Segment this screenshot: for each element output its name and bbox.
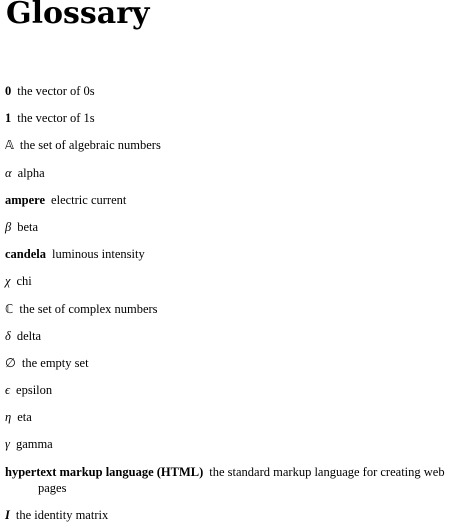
- glossary-description: the vector of 1s: [17, 111, 95, 126]
- glossary-entry: [5, 353, 471, 380]
- glossary-description: gamma: [15, 437, 53, 452]
- glossary-entry: [5, 271, 471, 298]
- glossary-description: the set of complex numbers: [19, 301, 158, 316]
- glossary-entry: [5, 81, 471, 108]
- glossary-entry: [5, 163, 471, 190]
- glossary-term: 0: [5, 84, 12, 98]
- glossary-description: the empty set: [21, 355, 89, 370]
- glossary-entry: [5, 380, 471, 407]
- glossary-description: eta: [17, 410, 32, 425]
- glossary-entry: [5, 190, 471, 217]
- glossary-description: alpha: [17, 165, 45, 180]
- glossary-term: ℂ: [5, 301, 14, 316]
- glossary-description: delta: [16, 328, 42, 343]
- glossary-description: beta: [17, 219, 39, 234]
- glossary-term: β: [5, 219, 12, 234]
- glossary-entry: [5, 434, 471, 461]
- glossary-term: 𝔸: [5, 138, 14, 153]
- glossary-entry: [5, 108, 471, 135]
- glossary-entry-text: [5, 464, 471, 496]
- glossary-term: ∅: [5, 355, 16, 370]
- glossary-entry: [5, 244, 471, 271]
- glossary-term: hypertext markup language (HTML): [5, 464, 204, 479]
- glossary-term: candela: [5, 247, 46, 262]
- glossary-entry: [5, 299, 471, 326]
- glossary-term: γ: [5, 437, 10, 452]
- glossary-list: [5, 81, 471, 532]
- glossary-entry: [5, 462, 471, 496]
- glossary-description: the set of algebraic numbers: [19, 138, 161, 153]
- glossary-entry: [5, 135, 471, 162]
- glossary-term: δ: [5, 328, 11, 343]
- glossary-term: ϵ: [5, 383, 11, 398]
- glossary-term: η: [5, 410, 12, 425]
- glossary-entry: [5, 407, 471, 434]
- glossary-term: ampere: [5, 192, 46, 207]
- glossary-description: the vector of 0s: [17, 84, 95, 98]
- glossary-entry: [5, 217, 471, 244]
- glossary-description: the standard markup language for creating web pages: [38, 464, 445, 495]
- glossary-term: α: [5, 165, 12, 180]
- glossary-description: chi: [16, 274, 32, 289]
- glossary-description: luminous intensity: [51, 247, 145, 262]
- glossary-entry: [5, 505, 471, 532]
- glossary-description: the identity matrix: [15, 507, 109, 522]
- glossary-description: epsilon: [16, 383, 53, 398]
- glossary-term: χ: [5, 274, 11, 289]
- glossary-term: 1: [5, 111, 12, 126]
- glossary-entry: [5, 326, 471, 353]
- glossary-description: electric current: [51, 192, 127, 207]
- glossary-term: I: [5, 507, 10, 522]
- page-title: Glossary: [6, 0, 150, 31]
